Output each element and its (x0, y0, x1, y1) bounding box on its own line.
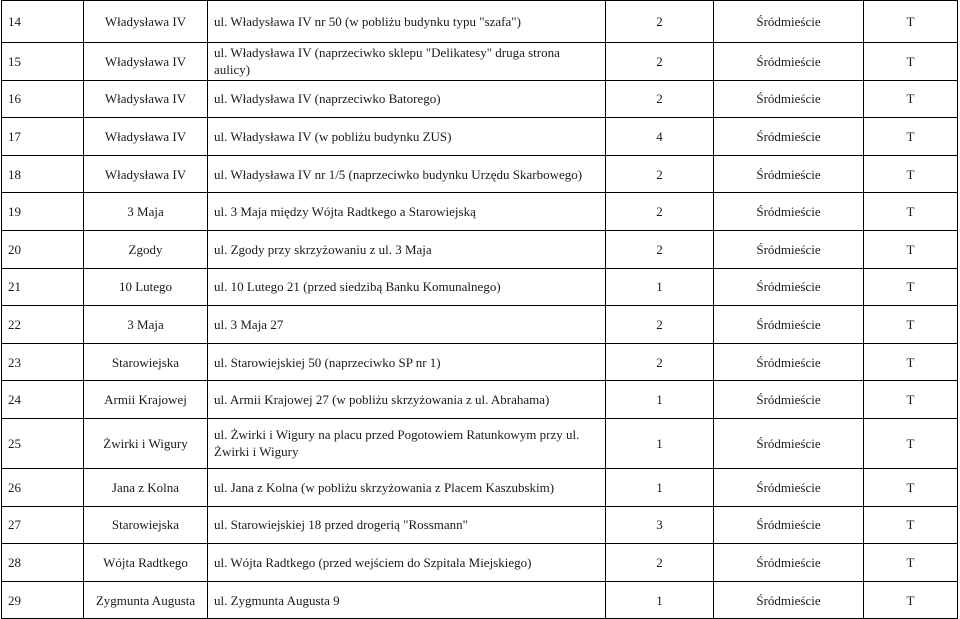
location-description: ul. Jana z Kolna (w pobliżu skrzyżowania z Placem Kaszubskim) (208, 468, 606, 506)
row-number: 29 (2, 581, 84, 619)
table-row (2, 506, 958, 544)
location-description: ul. Władysława IV (naprzeciwko Batorego) (208, 80, 606, 118)
row-number: 27 (2, 506, 84, 544)
type-code: T (864, 155, 958, 193)
type-code: T (864, 193, 958, 231)
street-name: Władysława IV (84, 80, 208, 118)
street-name: Władysława IV (84, 43, 208, 81)
container-count: 2 (606, 80, 714, 118)
district-name: Śródmieście (714, 1, 864, 43)
container-count: 2 (606, 155, 714, 193)
type-code: T (864, 506, 958, 544)
row-number: 15 (2, 43, 84, 81)
row-number: 19 (2, 193, 84, 231)
street-name: Władysława IV (84, 155, 208, 193)
table-row (2, 581, 958, 619)
container-count: 4 (606, 118, 714, 156)
district-name: Śródmieście (714, 306, 864, 344)
table-body (2, 1, 958, 619)
container-count: 1 (606, 468, 714, 506)
location-description: ul. Zygmunta Augusta 9 (208, 581, 606, 619)
type-code: T (864, 544, 958, 582)
table-row (2, 118, 958, 156)
container-count: 1 (606, 268, 714, 306)
container-count: 2 (606, 306, 714, 344)
street-name: Armii Krajowej (84, 381, 208, 419)
container-count: 3 (606, 506, 714, 544)
street-name: Starowiejska (84, 343, 208, 381)
row-number: 24 (2, 381, 84, 419)
location-description: ul. Władysława IV (w pobliżu budynku ZUS) (208, 118, 606, 156)
row-number: 14 (2, 1, 84, 43)
street-name: Władysława IV (84, 118, 208, 156)
row-number: 21 (2, 268, 84, 306)
table-row (2, 418, 958, 468)
district-name: Śródmieście (714, 544, 864, 582)
type-code: T (864, 306, 958, 344)
district-name: Śródmieście (714, 43, 864, 81)
table-row (2, 80, 958, 118)
type-code: T (864, 230, 958, 268)
type-code: T (864, 80, 958, 118)
container-count: 2 (606, 343, 714, 381)
location-description: ul. Władysława IV nr 50 (w pobliżu budynku typu "szafa") (208, 1, 606, 43)
table-row (2, 1, 958, 43)
street-name: 10 Lutego (84, 268, 208, 306)
row-number: 16 (2, 80, 84, 118)
district-name: Śródmieście (714, 381, 864, 419)
container-count: 1 (606, 581, 714, 619)
type-code: T (864, 468, 958, 506)
location-description: ul. 3 Maja między Wójta Radtkego a Starowiejską (208, 193, 606, 231)
type-code: T (864, 343, 958, 381)
row-number: 26 (2, 468, 84, 506)
location-description: ul. Zgody przy skrzyżowaniu z ul. 3 Maja (208, 230, 606, 268)
table-row (2, 468, 958, 506)
table-row (2, 155, 958, 193)
street-name: Wójta Radtkego (84, 544, 208, 582)
type-code: T (864, 43, 958, 81)
row-number: 23 (2, 343, 84, 381)
location-description: ul. Starowiejskiej 50 (naprzeciwko SP nr 1) (208, 343, 606, 381)
container-count: 2 (606, 193, 714, 231)
street-name: Zygmunta Augusta (84, 581, 208, 619)
table-row (2, 193, 958, 231)
table-row (2, 268, 958, 306)
street-name: 3 Maja (84, 306, 208, 344)
location-description: ul. 3 Maja 27 (208, 306, 606, 344)
street-name: Władysława IV (84, 1, 208, 43)
location-description: ul. Starowiejskiej 18 przed drogerią "Rossmann" (208, 506, 606, 544)
row-number: 22 (2, 306, 84, 344)
table-row (2, 381, 958, 419)
location-description: ul. 10 Lutego 21 (przed siedzibą Banku Komunalnego) (208, 268, 606, 306)
row-number: 17 (2, 118, 84, 156)
location-description: ul. Władysława IV (naprzeciwko sklepu "Delikatesy" druga strona aulicy) (208, 43, 606, 81)
type-code: T (864, 418, 958, 468)
street-name: Jana z Kolna (84, 468, 208, 506)
district-name: Śródmieście (714, 230, 864, 268)
district-name: Śródmieście (714, 80, 864, 118)
location-description: ul. Armii Krajowej 27 (w pobliżu skrzyżowania z ul. Abrahama) (208, 381, 606, 419)
container-count: 2 (606, 230, 714, 268)
type-code: T (864, 268, 958, 306)
type-code: T (864, 1, 958, 43)
container-count: 2 (606, 43, 714, 81)
district-name: Śródmieście (714, 118, 864, 156)
location-description: ul. Wójta Radtkego (przed wejściem do Szpitala Miejskiego) (208, 544, 606, 582)
location-description: ul. Władysława IV nr 1/5 (naprzeciwko budynku Urzędu Skarbowego) (208, 155, 606, 193)
location-description: ul. Żwirki i Wigury na placu przed Pogotowiem Ratunkowym przy ul. Żwirki i Wigury (208, 418, 606, 468)
district-name: Śródmieście (714, 155, 864, 193)
street-name: 3 Maja (84, 193, 208, 231)
table-row (2, 43, 958, 81)
district-name: Śródmieście (714, 506, 864, 544)
type-code: T (864, 581, 958, 619)
locations-table (1, 0, 958, 619)
district-name: Śródmieście (714, 418, 864, 468)
table-row (2, 343, 958, 381)
container-count: 1 (606, 381, 714, 419)
row-number: 20 (2, 230, 84, 268)
district-name: Śródmieście (714, 468, 864, 506)
district-name: Śródmieście (714, 193, 864, 231)
table-row (2, 544, 958, 582)
container-count: 1 (606, 418, 714, 468)
row-number: 28 (2, 544, 84, 582)
table-row (2, 306, 958, 344)
street-name: Żwirki i Wigury (84, 418, 208, 468)
row-number: 18 (2, 155, 84, 193)
table-row (2, 230, 958, 268)
street-name: Starowiejska (84, 506, 208, 544)
district-name: Śródmieście (714, 268, 864, 306)
district-name: Śródmieście (714, 581, 864, 619)
street-name: Zgody (84, 230, 208, 268)
container-count: 2 (606, 544, 714, 582)
type-code: T (864, 118, 958, 156)
row-number: 25 (2, 418, 84, 468)
container-count: 2 (606, 1, 714, 43)
type-code: T (864, 381, 958, 419)
district-name: Śródmieście (714, 343, 864, 381)
